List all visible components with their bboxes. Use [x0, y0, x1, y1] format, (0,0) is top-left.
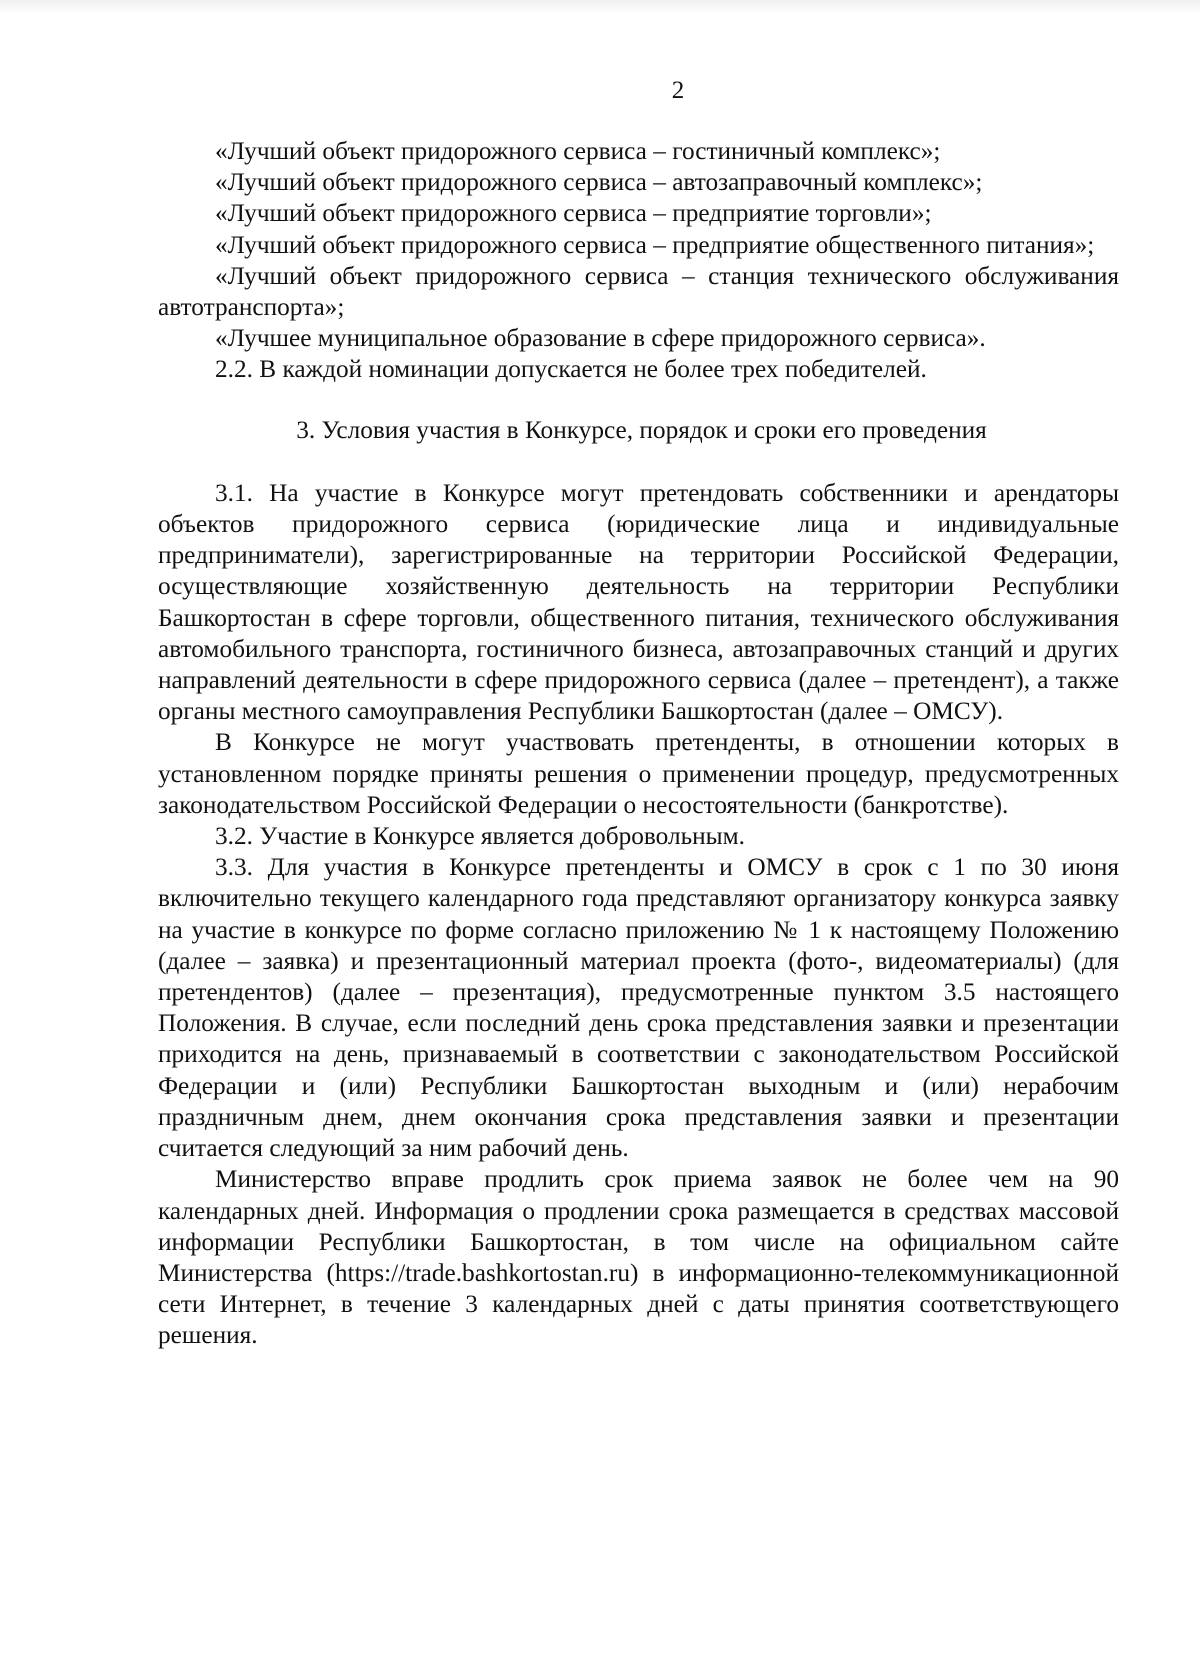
nomination-municipality: «Лучшее муниципальное образование в сфере придорожного сервиса». [215, 324, 986, 353]
page-number: 2 [671, 77, 685, 104]
nomination-gas-station: «Лучший объект придорожного сервиса – автозаправочный комплекс»; [215, 168, 983, 197]
nomination-hotel: «Лучший объект придорожного сервиса – гостиничный комплекс»; [215, 137, 941, 165]
clause-3-3: 3.3. Для участия в Конкурсе претенденты и ОМСУ в срок с 1 по 30 июня включительно текущего календарного года представляют организатору конкурса заявку на участие в конкурсе по форме согласно приложению № 1 к настоящему Положению (далее – заявка) и презентационный материал проекта (фото-, видеоматериалы) (для претендентов) (далее – презентация), предусмотренные пунктом 3.5 настоящего Положения. В случае, если последний день срока представления заявки и презентации приходится на день, признаваемый в соответствии с законодательством Российской Федерации и (или) Республики Башкортостан выходным и (или) нерабочим праздничным днем, днем окончания срока представления заявки и презентации считается следующий за ним рабочий день. [158, 853, 1119, 1163]
scan-edge-shadow [0, 0, 1200, 14]
clause-3-1-exclusion: В Конкурсе не могут участвовать претенденты, в отношении которых в установленном порядке приняты решения о применении процедур, предусмотренных законодательством Российской Федерации о несостоятельности (банкротстве). [158, 728, 1119, 819]
nomination-catering: «Лучший объект придорожного сервиса – предприятие общественного питания»; [215, 230, 1095, 259]
clause-3-1: 3.1. На участие в Конкурсе могут претендовать собственники и арендаторы объектов придорожного сервиса (юридические лица и индивидуальные предприниматели), зарегистрированные на территории Российской Федерации, осуществляющие хозяйственную деятельность на территории Республики Башкортостан в сфере торговли, общественного питания, технического обслуживания автомобильного транспорта, гостиничного бизнеса, автозаправочных станций и других направлений деятельности в сфере придорожного сервиса (далее – претендент), а также органы местного самоуправления Республики Башкортостан (далее – ОМСУ). [158, 478, 1119, 726]
nomination-trade: «Лучший объект придорожного сервиса – предприятие торговли»; [215, 199, 932, 228]
clause-2-2: 2.2. В каждой номинации допускается не более трех победителей. [215, 355, 927, 384]
clause-3-2: 3.2. Участие в Конкурсе является добровольным. [215, 822, 745, 851]
clause-3-3-extension: Министерство вправе продлить срок приема заявок не более чем на 90 календарных дней. Информация о продлении срока размещается в средствах массовой информации Республики Башкортостан, в том числе на официальном сайте Министерства (https://trade.bashkortostan.ru) в информационно-телекоммуникационной сети Интернет, в течение 3 календарных дней с даты принятия соответствующего решения. [158, 1165, 1119, 1350]
document-body [158, 136, 1119, 1352]
section-3-heading: 3. Условия участия в Конкурсе, порядок и сроки его проведения [296, 415, 987, 444]
nomination-service-station: «Лучший объект придорожного сервиса – станция технического обслуживания автотранспорта»; [158, 261, 1119, 322]
